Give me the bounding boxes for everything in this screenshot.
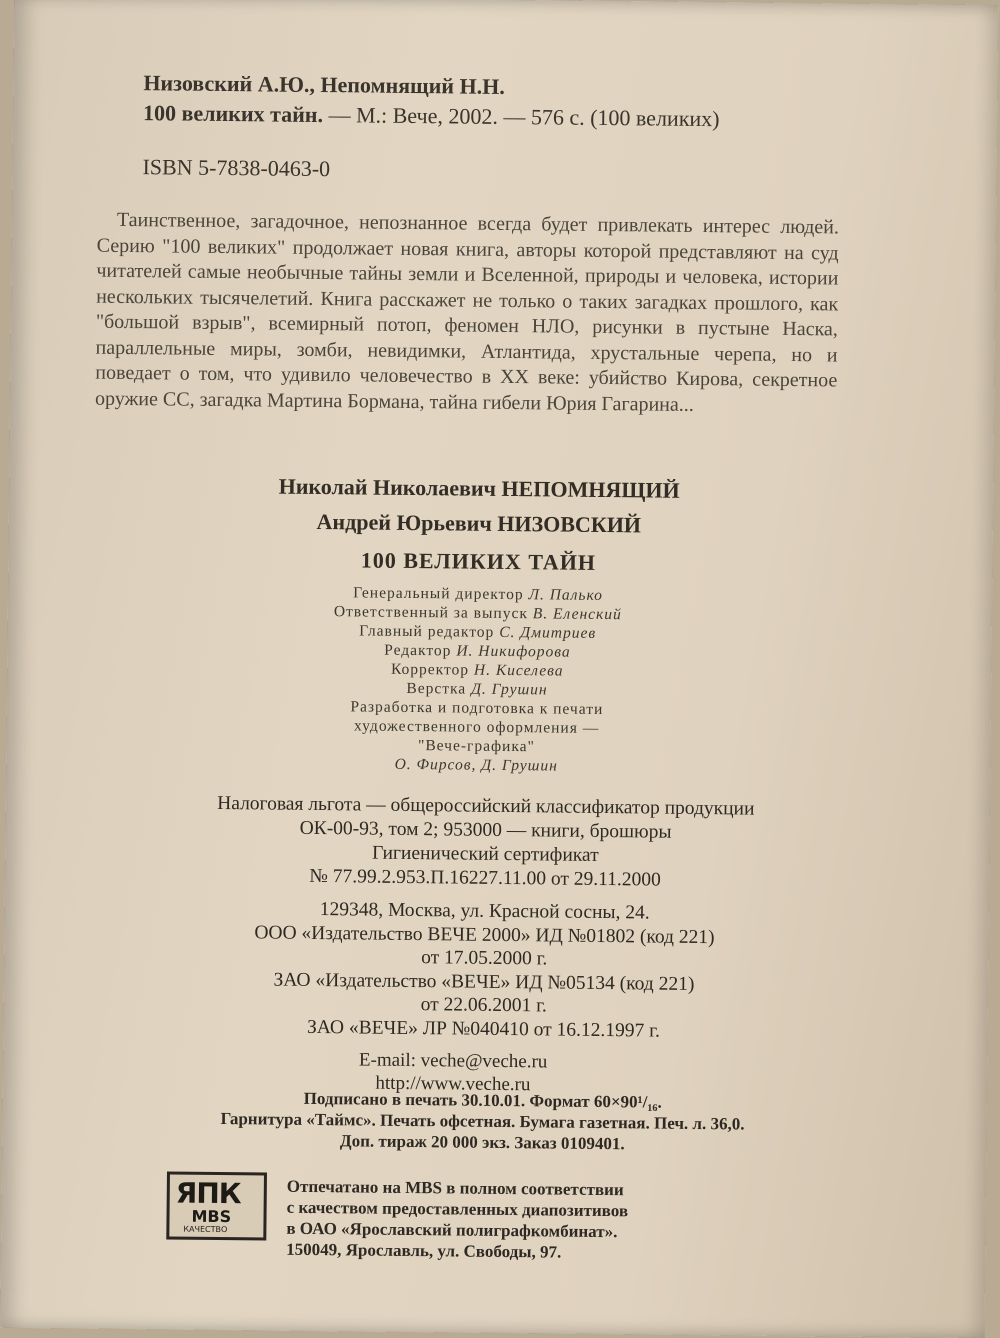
author-2: Андрей Юрьевич НИЗОВСКИЙ: [316, 508, 642, 538]
bib-title-line: [143, 98, 823, 135]
credit-line: Разработка и подготовка к печати: [350, 698, 604, 719]
abstract: Таинственное, загадочное, непознанное всегда будет привлекать интерес людей. Серию "100 великих" продолжает новая книга, авторы которой представляют на суд читателей самые необычные тайны земли и Вселенной, природы и человека, истории нескольких тысячелетий. Книга расскажет не только о таких загадках прошлого, как "большой взрыв", всемирный потоп, феномен НЛО, рисунки в пустыне Наска, параллельные миры, зомби, невидимки, Атлантида, хрустальные черепа, но и поведает о том, что удивило человечество в XX веке: убийство Кирова, секретное оружие СС, загадка Мартина Бормана, тайна гибели Юрия Гагарина...: [94, 208, 840, 416]
bibliographic-record: [143, 68, 824, 135]
printer-line: 150049, Ярославль, ул. Свободы, 97.: [286, 1239, 562, 1262]
email: E-mail: veche@veche.ru: [358, 1049, 548, 1073]
print-info: [122, 1086, 843, 1157]
print-line: Доп. тираж 20 000 экз. Заказ 0109401.: [339, 1131, 625, 1154]
address-line: 129348, Москва, ул. Красной сосны, 24.: [319, 899, 650, 924]
address-line: ЗАО «ВЕЧЕ» ЛР №040410 от 16.12.1997 г.: [306, 1016, 661, 1042]
printer-info: [286, 1176, 707, 1264]
author-1: Николай Николаевич НЕПОМНЯЩИЙ: [278, 473, 680, 503]
credit-line: О. Фирсов, Д. Грушин: [394, 755, 558, 775]
credit-line: Редактор И. Никифорова: [384, 641, 571, 661]
printer-line: Отпечатано на MBS в полном соответствии: [286, 1176, 624, 1200]
publisher-addresses: [153, 896, 814, 1044]
legal-line: Налоговая льгота — общероссийский классификатор продукции: [217, 792, 755, 820]
bib-pub-info: — М.: Вече, 2002. — 576 с. (100 великих): [328, 102, 720, 132]
bib-title: 100 великих тайн.: [142, 100, 324, 128]
legal-line: ОК-00-93, том 2; 953000 — книги, брошюры: [299, 817, 672, 843]
credit-line: Ответственный за выпуск В. Еленский: [333, 603, 622, 624]
address-line: от 17.05.2000 г.: [421, 947, 548, 970]
legal-line: Гигиенический сертификат: [371, 842, 599, 866]
credit-line: Корректор Н. Киселева: [390, 660, 564, 680]
credit-line: Генеральный директор Л. Палько: [353, 584, 604, 604]
bib-authors: Низовский А.Ю., Непомнящий Н.Н.: [143, 70, 505, 99]
credits: [236, 582, 718, 777]
printer-line: с качеством предоставленных диапозитивов: [286, 1197, 629, 1221]
credit-line: Верстка Д. Грушин: [406, 679, 548, 699]
address-line: ЗАО «Издательство «ВЕЧЕ» ИД №05134 (код 221): [273, 969, 695, 995]
address-line: от 22.06.2001 г.: [420, 994, 547, 1017]
print-line: Гарнитура «Таймс». Печать офсетная. Бумага газетная. Печ. л. 36,0.: [220, 1109, 745, 1134]
isbn: ISBN 5-7838-0463-0: [142, 154, 331, 182]
book-title: 100 ВЕЛИКИХ ТАЙН: [360, 547, 597, 575]
website-url: http://www.veche.ru: [375, 1072, 531, 1096]
credit-line: Главный редактор С. Дмитриев: [359, 622, 597, 642]
printer-logo-icon: ЯПК MBS КАЧЕСТВО: [166, 1171, 267, 1240]
legal-line: № 77.99.2.953.П.16227.11.00 от 29.11.2000: [309, 865, 661, 891]
print-line: Подписано в печать 30.10.01. Формат 60×90¹/₁₆.: [303, 1088, 662, 1112]
credit-line: художественного оформления —: [353, 717, 600, 737]
address-line: ООО «Издательство ВЕЧЕ 2000» ИД №01802 (код 221): [254, 921, 715, 948]
tax-and-certificate: [155, 791, 816, 894]
credit-line: "Вече-графика": [417, 737, 535, 756]
printer-line: в ОАО «Ярославский полиграфкомбинат».: [286, 1218, 618, 1242]
